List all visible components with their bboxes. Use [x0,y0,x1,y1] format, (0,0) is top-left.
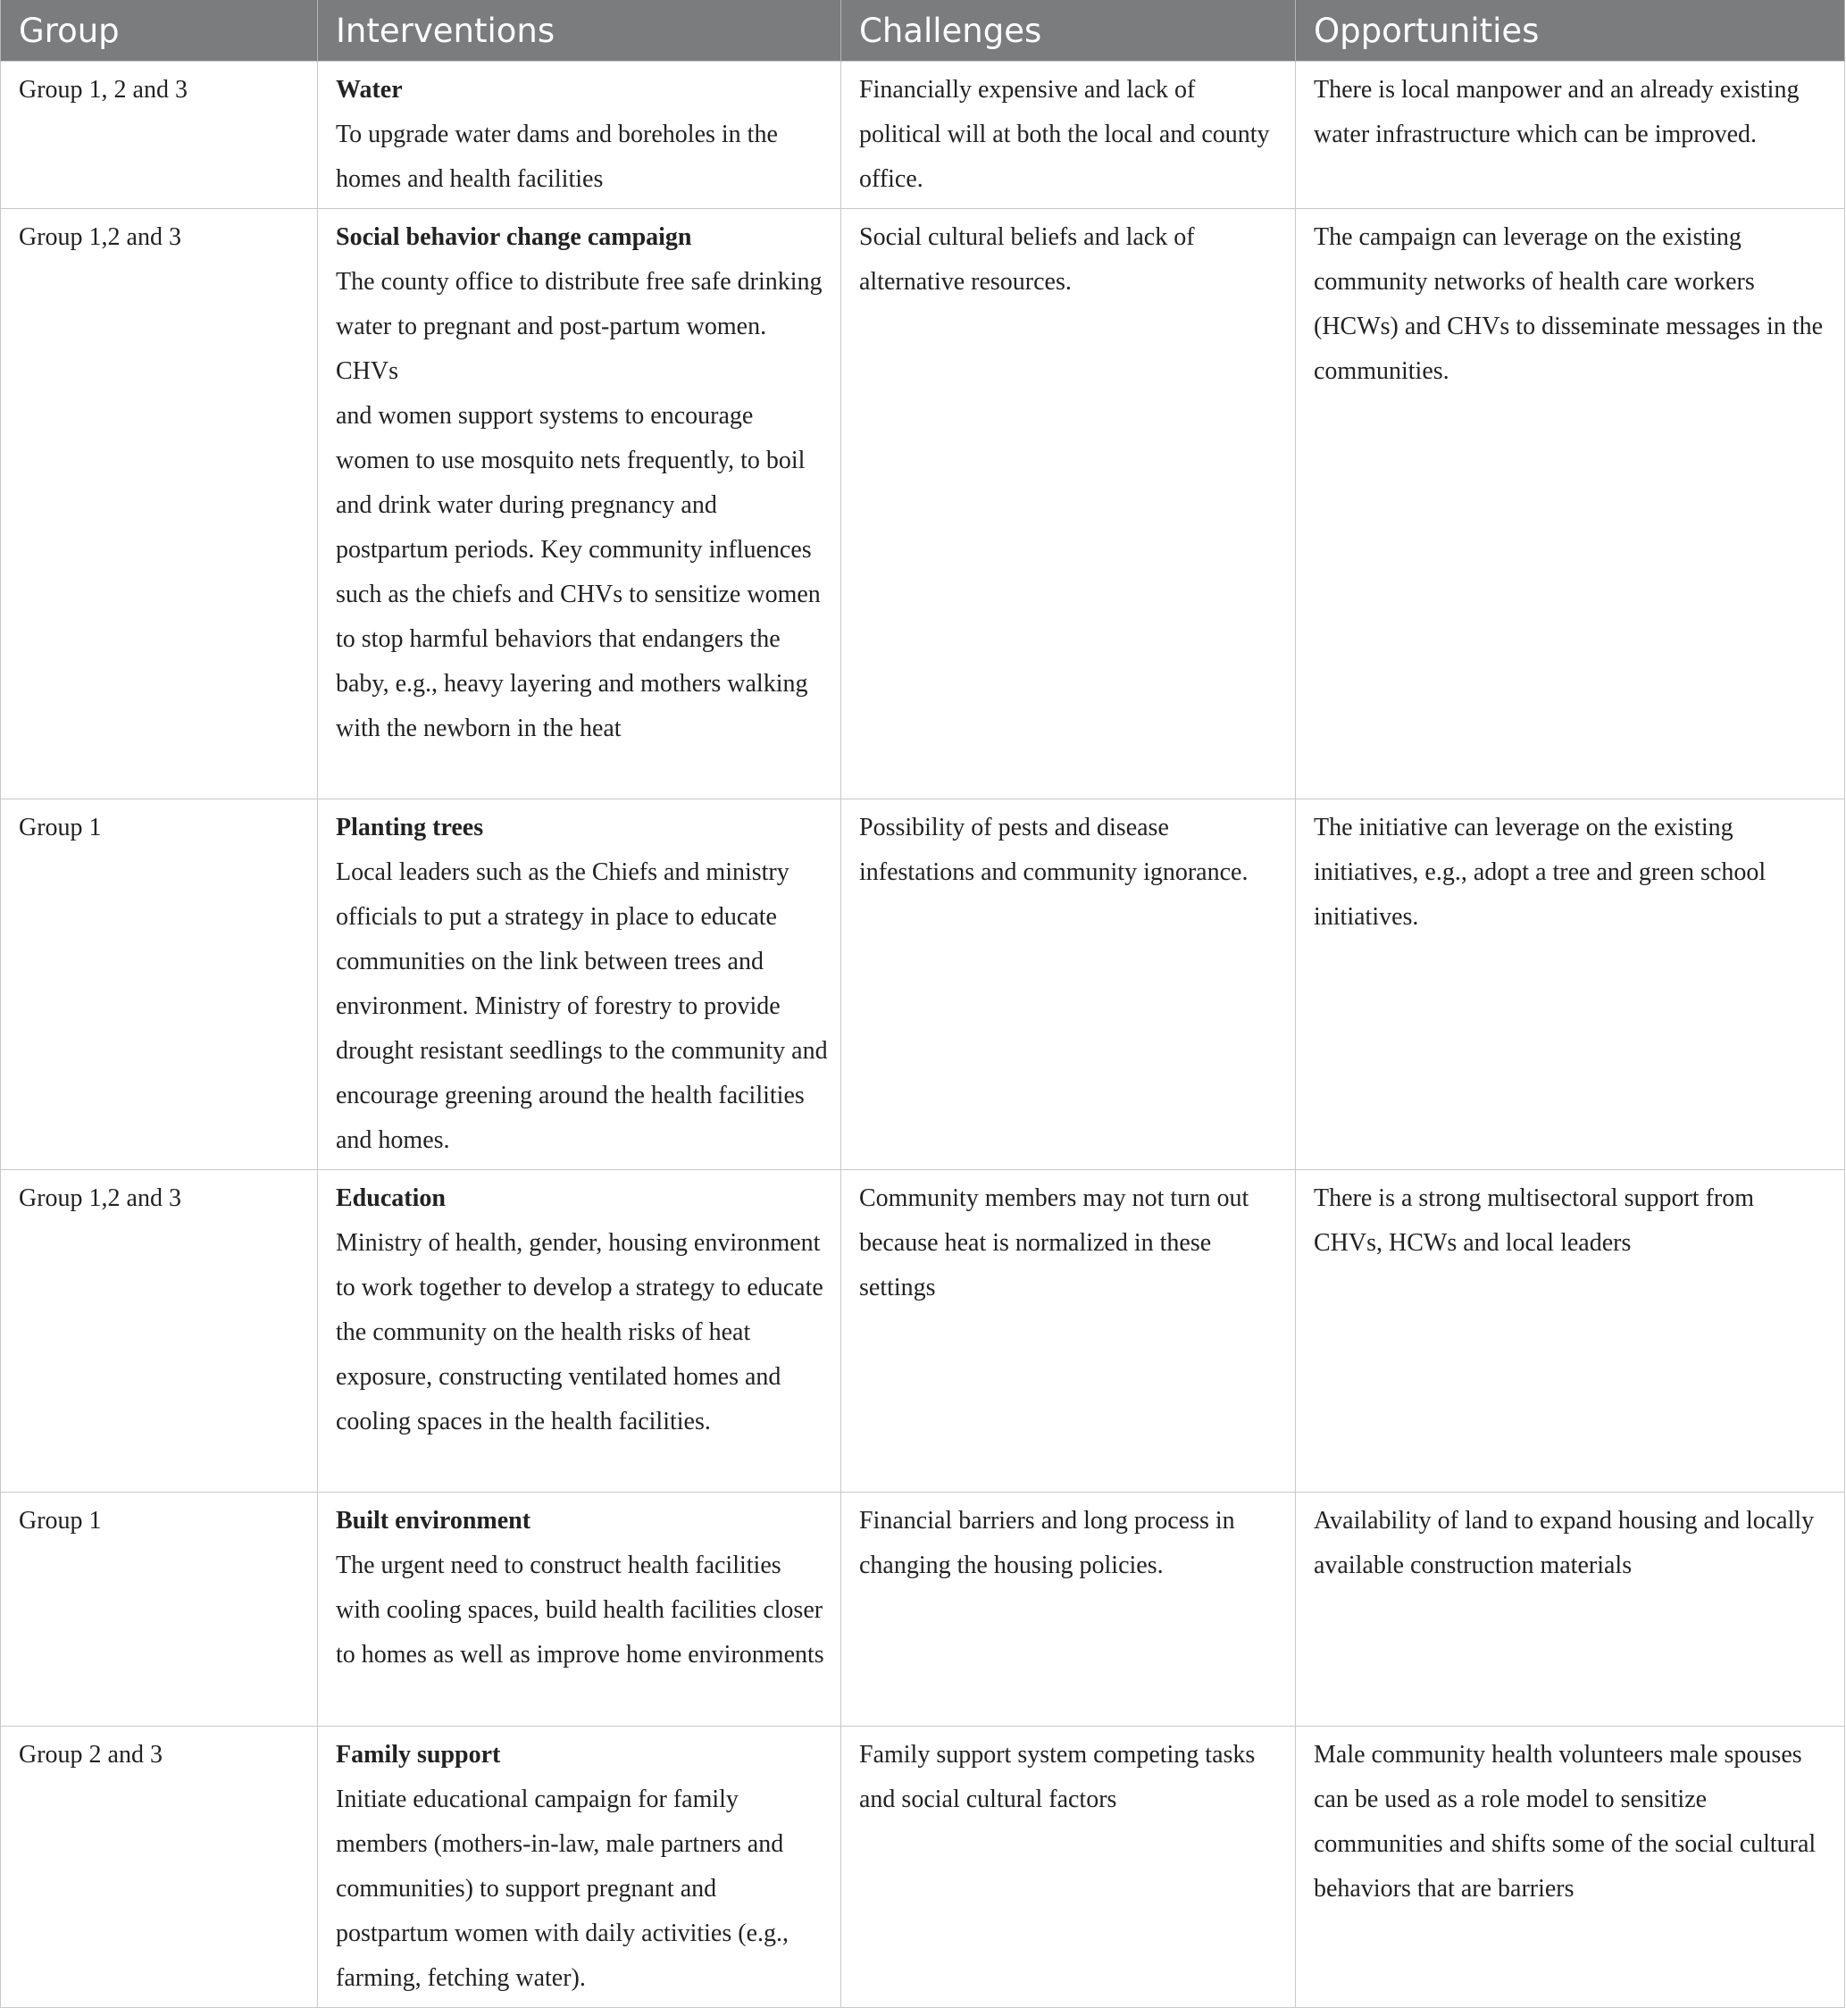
header-group: Group [1,0,318,62]
opportunities-cell: The campaign can leverage on the existing community networks of health care workers (HCWs) and CHVs to disseminate messages in the communities. [1296,209,1845,799]
intervention-text: To upgrade water dams and boreholes in the homes and health facilities [336,121,778,193]
challenges-cell: Social cultural beliefs and lack of alternative resources. [841,209,1296,799]
intervention-text: The urgent need to construct health facilities with cooling spaces, build health facilities closer to homes as well as improve home environments [336,1552,824,1669]
header-row [1,0,1845,62]
intervention-cell [318,1493,841,1727]
challenges-cell: Financially expensive and lack of political will at both the local and county office. [841,62,1296,209]
header-interventions: Interventions [318,0,841,62]
intervention-text: Local leaders such as the Chiefs and ministry officials to put a strategy in place to educate communities on the link between trees and environment. Ministry of forestry to provide drought resistant seedlings to the community and encourage greening around the health facilities and homes. [336,858,828,1154]
intervention-text: Ministry of health, gender, housing environment to work together to develop a strategy to educate the community on the health risks of heat exposure, constructing ventilated homes and cooling spaces in the health facilities. [336,1229,823,1435]
intervention-title: Family support [336,1741,501,1769]
challenges-cell: Family support system competing tasks and social cultural factors [841,1727,1296,2008]
intervention-title: Education [336,1184,446,1212]
table-row [1,1727,1845,2008]
intervention-cell [318,209,841,799]
group-cell: Group 1 [1,1493,318,1727]
table-row [1,62,1845,209]
opportunities-cell: Availability of land to expand housing and locally available construction materials [1296,1493,1845,1727]
opportunities-cell: Male community health volunteers male spouses can be used as a role model to sensitize communities and shifts some of the social cultural behaviors that are barriers [1296,1727,1845,2008]
intervention-title: Planting trees [336,814,484,841]
challenges-cell: Community members may not turn out because heat is normalized in these settings [841,1170,1296,1493]
table-row [1,1493,1845,1727]
intervention-title: Water [336,76,403,104]
header-challenges: Challenges [841,0,1296,62]
intervention-cell [318,62,841,209]
intervention-cell [318,799,841,1170]
intervention-text: The county office to distribute free safe drinking water to pregnant and post-partum women. CHVs and women support systems to encourage women to use mosquito nets frequently, to boil and drink water during pregnancy and postpartum periods. Key community influences such as the chiefs and CHVs to sensitize women to stop harmful behaviors that endangers the baby, e.g., heavy layering and mothers walking with the newborn in the heat [336,268,823,742]
intervention-cell [318,1727,841,2008]
opportunities-cell: The initiative can leverage on the existing initiatives, e.g., adopt a tree and green school initiatives. [1296,799,1845,1170]
group-cell: Group 1 [1,799,318,1170]
header-opportunities: Opportunities [1296,0,1845,62]
table-row [1,209,1845,799]
group-cell: Group 1,2 and 3 [1,1170,318,1493]
intervention-title: Social behavior change campaign [336,223,692,251]
group-cell: Group 1,2 and 3 [1,209,318,799]
table-row [1,1170,1845,1493]
opportunities-cell: There is local manpower and an already existing water infrastructure which can be improved. [1296,62,1845,209]
intervention-text: Initiate educational campaign for family members (mothers-in-law, male partners and communities) to support pregnant and postpartum women with daily activities (e.g., farming, fetching water). [336,1786,789,1992]
group-cell: Group 1, 2 and 3 [1,62,318,209]
opportunities-cell: There is a strong multisectoral support from CHVs, HCWs and local leaders [1296,1170,1845,1493]
intervention-cell [318,1170,841,1493]
intervention-title: Built environment [336,1507,531,1535]
table-row [1,799,1845,1170]
challenges-cell: Possibility of pests and disease infestations and community ignorance. [841,799,1296,1170]
group-cell: Group 2 and 3 [1,1727,318,2008]
challenges-cell: Financial barriers and long process in changing the housing policies. [841,1493,1296,1727]
